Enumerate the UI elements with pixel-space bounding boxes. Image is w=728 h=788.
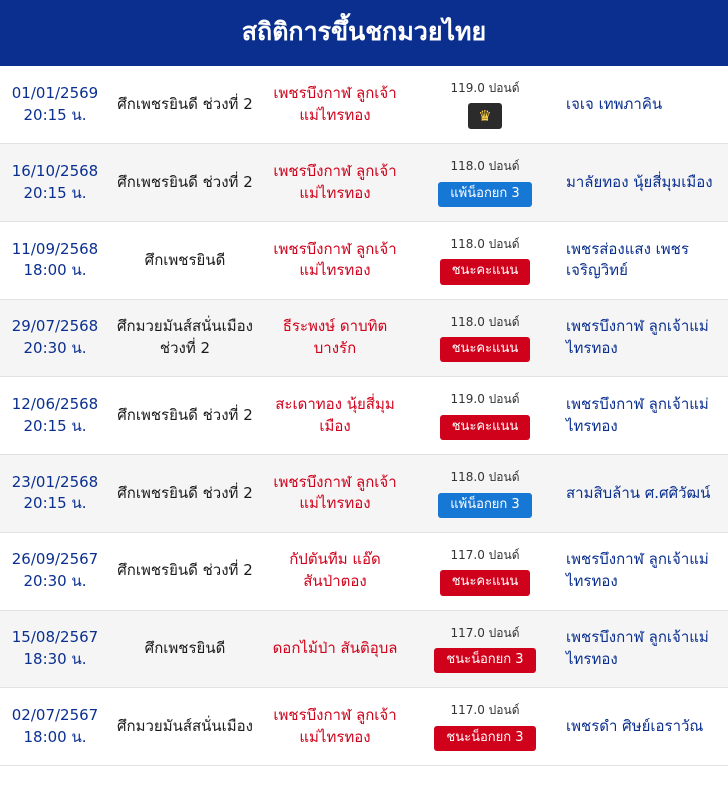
opponent-name[interactable]: สะเดาทอง นุ้ยสี่มุมเมือง <box>260 377 410 455</box>
fight-date-cell <box>0 610 110 688</box>
result-cell <box>410 532 560 610</box>
fight-date: 15/08/2567 <box>11 628 99 647</box>
page-title: สถิติการขึ้นชกมวยไทย <box>0 0 728 66</box>
fight-history-body <box>0 66 728 765</box>
opponent-name[interactable]: ธีระพงษ์ ดาบทิตบางรัก <box>260 299 410 377</box>
result-cell <box>410 377 560 455</box>
table-row[interactable] <box>0 222 728 300</box>
fight-time: 20:15 น. <box>23 494 87 513</box>
fight-time: 18:30 น. <box>23 649 87 668</box>
fight-time: 20:30 น. <box>23 339 87 358</box>
weight-label: 119.0 ปอนด์ <box>450 81 520 95</box>
status-badge: ชนะคะแนน <box>440 570 531 595</box>
opponent-name[interactable]: กัปตันทีม แอ๊ดสันป่าตอง <box>260 532 410 610</box>
fight-date: 11/09/2568 <box>11 239 99 258</box>
table-row[interactable] <box>0 532 728 610</box>
winner-name[interactable]: เพชรดำ ศิษย์เอราวัณ <box>560 688 728 766</box>
fight-time: 18:00 น. <box>23 727 87 746</box>
table-row[interactable] <box>0 455 728 533</box>
fight-date: 12/06/2568 <box>11 395 99 414</box>
result-cell <box>410 299 560 377</box>
table-row[interactable] <box>0 144 728 222</box>
status-badge: ชนะน็อกยก 3 <box>434 726 535 751</box>
fight-date-cell <box>0 299 110 377</box>
winner-name[interactable]: มาลัยทอง นุ้ยสี่มุมเมือง <box>560 144 728 222</box>
weight-label: 118.0 ปอนด์ <box>450 237 520 252</box>
event-name: ศึกเพชรยินดี ช่วงที่ 2 <box>110 532 260 610</box>
fight-date-cell <box>0 222 110 300</box>
fight-time: 20:15 น. <box>23 416 87 435</box>
opponent-name[interactable]: เพชรบึงกาฬ ลูกเจ้าแม่ไทรทอง <box>260 144 410 222</box>
table-row[interactable] <box>0 299 728 377</box>
result-cell <box>410 222 560 300</box>
fight-date-cell <box>0 66 110 144</box>
table-row[interactable] <box>0 688 728 766</box>
fight-time: 20:30 น. <box>23 572 87 591</box>
status-badge: ชนะคะแนน <box>440 337 531 362</box>
event-name: ศึกเพชรยินดี ช่วงที่ 2 <box>110 66 260 144</box>
winner-name[interactable]: สามสิบล้าน ศ.ศศิวัฒน์ <box>560 455 728 533</box>
winner-name[interactable]: เพชรบึงกาฬ ลูกเจ้าแม่ไทรทอง <box>560 377 728 455</box>
fight-date: 16/10/2568 <box>11 161 99 180</box>
status-badge: ชนะคะแนน <box>440 259 531 284</box>
status-badge: แพ้น็อกยก 3 <box>438 182 531 207</box>
fight-time: 20:15 น. <box>23 105 87 124</box>
event-name: ศึกเพชรยินดี ช่วงที่ 2 <box>110 377 260 455</box>
weight-label: 118.0 ปอนด์ <box>450 470 520 485</box>
result-cell <box>410 610 560 688</box>
result-cell <box>410 66 560 144</box>
event-name: ศึกเพชรยินดี <box>110 610 260 688</box>
weight-label: 117.0 ปอนด์ <box>450 547 520 562</box>
fight-date-cell <box>0 688 110 766</box>
opponent-name[interactable]: เพชรบึงกาฬ ลูกเจ้าแม่ไทรทอง <box>260 66 410 144</box>
weight-label: 119.0 ปอนด์ <box>450 392 520 407</box>
fight-date: 02/07/2567 <box>11 705 99 724</box>
event-name: ศึกมวยมันส์สนั่นเมือง ช่วงที่ 2 <box>110 299 260 377</box>
opponent-name[interactable]: ดอกไม้ป่า สันติอุบล <box>260 610 410 688</box>
status-badge: ชนะน็อกยก 3 <box>434 648 535 673</box>
winner-name[interactable]: เพชรส่องแสง เพชรเจริญวิทย์ <box>560 222 728 300</box>
opponent-name[interactable]: เพชรบึงกาฬ ลูกเจ้าแม่ไทรทอง <box>260 222 410 300</box>
weight-label: 117.0 ปอนด์ <box>450 703 520 718</box>
weight-label: 117.0 ปอนด์ <box>450 625 520 640</box>
result-cell <box>410 144 560 222</box>
opponent-name[interactable]: เพชรบึงกาฬ ลูกเจ้าแม่ไทรทอง <box>260 688 410 766</box>
status-badge: ชนะคะแนน <box>440 415 531 440</box>
fight-date: 01/01/2569 <box>11 83 99 102</box>
fight-date-cell <box>0 532 110 610</box>
event-name: ศึกมวยมันส์สนั่นเมือง <box>110 688 260 766</box>
result-cell <box>410 688 560 766</box>
event-name: ศึกเพชรยินดี <box>110 222 260 300</box>
fight-date: 26/09/2567 <box>11 550 99 569</box>
result-cell <box>410 455 560 533</box>
opponent-name[interactable]: เพชรบึงกาฬ ลูกเจ้าแม่ไทรทอง <box>260 455 410 533</box>
weight-label: 118.0 ปอนด์ <box>450 159 520 174</box>
weight-label: 118.0 ปอนด์ <box>450 314 520 329</box>
winner-name[interactable]: เพชรบึงกาฬ ลูกเจ้าแม่ไทรทอง <box>560 299 728 377</box>
table-row[interactable] <box>0 610 728 688</box>
fight-time: 18:00 น. <box>23 261 87 280</box>
event-name: ศึกเพชรยินดี ช่วงที่ 2 <box>110 455 260 533</box>
fight-date-cell <box>0 144 110 222</box>
fight-date: 29/07/2568 <box>11 317 99 336</box>
crown-icon: ♛ <box>468 103 502 129</box>
winner-name[interactable]: เจเจ เทพภาคิน <box>560 66 728 144</box>
table-row[interactable] <box>0 66 728 144</box>
status-badge: แพ้น็อกยก 3 <box>438 493 531 518</box>
event-name: ศึกเพชรยินดี ช่วงที่ 2 <box>110 144 260 222</box>
fight-date-cell <box>0 377 110 455</box>
table-row[interactable] <box>0 377 728 455</box>
fight-date-cell <box>0 455 110 533</box>
fight-date: 23/01/2568 <box>11 472 99 491</box>
fight-time: 20:15 น. <box>23 183 87 202</box>
fight-history-table <box>0 66 728 766</box>
winner-name[interactable]: เพชรบึงกาฬ ลูกเจ้าแม่ไทรทอง <box>560 532 728 610</box>
winner-name[interactable]: เพชรบึงกาฬ ลูกเจ้าแม่ไทรทอง <box>560 610 728 688</box>
